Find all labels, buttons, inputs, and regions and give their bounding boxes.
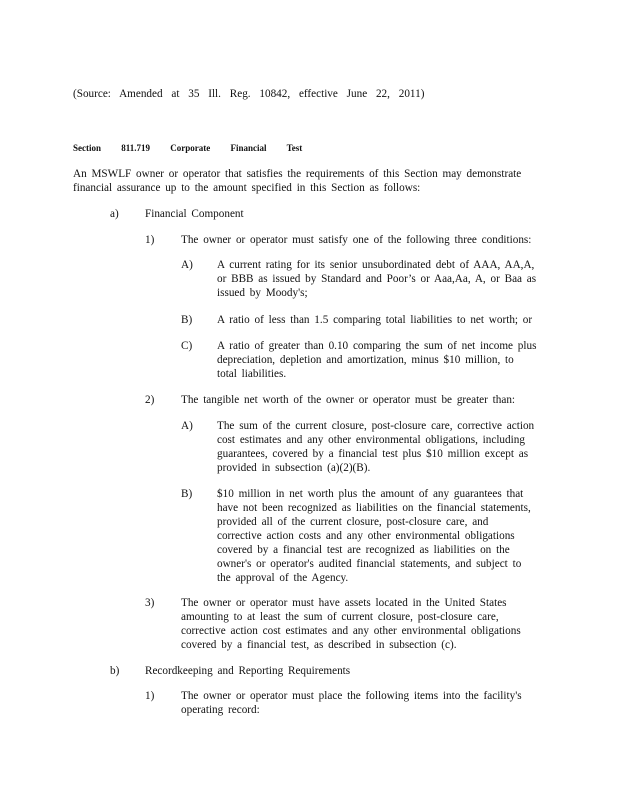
item-b1-text: The owner or operator must place the following items into the facility's operating record: bbox=[181, 690, 522, 716]
item-a1A-label: A) bbox=[181, 259, 193, 271]
intro-paragraph: An MSWLF owner or operator that satisfies the requirements of this Section may demonstrate financial assurance up to the amount specified in this Section as follows: bbox=[73, 168, 522, 194]
item-a1A-text: A current rating for its senior unsubordinated debt of AAA, AA,A, or BBB as issued by Standard and Poor’s or Aaa,Aa, A, or Baa as issued by Moody's; bbox=[217, 259, 537, 299]
item-a2A-label: A) bbox=[181, 420, 193, 432]
item-a1C-text: A ratio of greater than 0.10 comparing the sum of net income plus depreciation, depletion and amortization, minus $10 million, to total liabilities. bbox=[217, 340, 537, 380]
subsection-b-label: b) bbox=[110, 665, 120, 677]
section-heading: Section 811.719 Corporate Financial Test bbox=[73, 143, 303, 153]
item-a1-text: The owner or operator must satisfy one of the following three conditions: bbox=[181, 234, 532, 246]
item-a2B-label: B) bbox=[181, 488, 193, 500]
item-a2-label: 2) bbox=[145, 394, 155, 406]
item-a1C-label: C) bbox=[181, 340, 193, 352]
subsection-b-title: Recordkeeping and Reporting Requirements bbox=[145, 665, 351, 677]
item-a2A-text: The sum of the current closure, post-closure care, corrective action cost estimates and any other environmental obligations, including guarantees, covered by a financial test plus $10 million except as provided in subsection (a)(2)(B). bbox=[217, 420, 535, 474]
source-note: (Source: Amended at 35 Ill. Reg. 10842, effective June 22, 2011) bbox=[73, 88, 425, 100]
subsection-a-label: a) bbox=[110, 208, 119, 220]
subsection-a-title: Financial Component bbox=[145, 208, 244, 220]
item-a1B-text: A ratio of less than 1.5 comparing total liabilities to net worth; or bbox=[217, 314, 533, 326]
item-a3-label: 3) bbox=[145, 597, 155, 609]
item-a1-label: 1) bbox=[145, 234, 155, 246]
item-a1B-label: B) bbox=[181, 314, 193, 326]
item-a2B-text: $10 million in net worth plus the amount of any guarantees that have not been recognized as liabilities on the financial statements, provided all of the current closure, post-closure care, and corrective action costs and any other environmental obligations covered by a financial test are recognized as liabilities on the owner's or operator's audited financial statements, and subject to the approval of the Agency. bbox=[217, 488, 531, 584]
item-a3-text: The owner or operator must have assets located in the United States amounting to at least the sum of current closure, post-closure care, corrective action cost estimates and any other environmental obligations covered by a financial test, as described in subsection (c). bbox=[181, 597, 521, 651]
item-a2-text: The tangible net worth of the owner or operator must be greater than: bbox=[181, 394, 516, 406]
item-b1-label: 1) bbox=[145, 690, 155, 702]
